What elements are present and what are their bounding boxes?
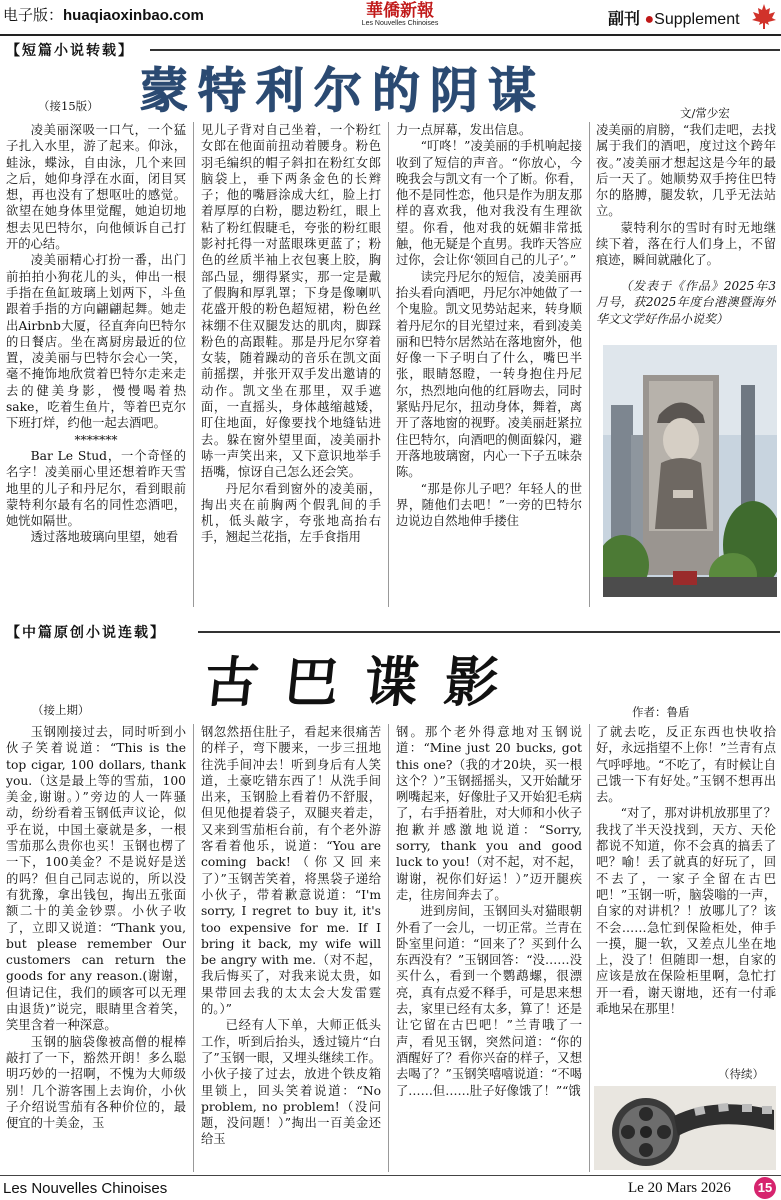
story1-column-3	[396, 122, 582, 607]
column-divider	[589, 122, 590, 607]
edition-label: 电子版：	[3, 7, 64, 24]
paragraph: 读完丹尼尔的短信，凌美丽再抬头看向酒吧，丹尼尔冲她做了一个鬼脸。凯文见势站起来，转身顺着丹尼尔的目光望过来，看到凌美丽和巴特尔居然站在落地窗外，他好像一下子明白了什么，嘴巴半张，眼睛怒瞪，一转身抱住丹尼尔，热烈地向他的红唇吻去，同时紧贴丹尼尔，扭动身体，舞着，离开了落地窗的视野。凌美丽赶紧拉住巴特尔，向酒吧的侧面躲闪，避开落地玻璃窗，内心一下子五味杂陈。	[396, 269, 582, 480]
to-be-continued: （待续）	[718, 1067, 764, 1081]
paragraph: 透过落地玻璃向里望，她看	[30, 530, 179, 545]
scene-break: *******	[74, 432, 118, 447]
website-link[interactable]: huaqiaoxinbao.com	[63, 7, 204, 24]
paragraph: 凌美丽精心打扮一番，出门前拍拍小狗花儿的头，伸出一根手指在鱼缸玻璃上划两下，斗鱼跟着手指的方向翩翩起舞。她走出Airbnb大厦，径直奔向巴特尔的日餐店。坐在离厨房最近的位置，凌美丽与巴特尔会心一笑，毫不掩饰地欣赏着巴特尔走来走去的健美身影，慢慢喝着热sake，吃着生鱼片，等着巴克尔下班打烊，约他一起去酒吧。	[6, 253, 186, 431]
paragraph: 凌美丽的肩膀，“我们走吧，去找属于我们的酒吧，度过这个跨年夜。”凌美丽才想起这是今年的最后一天了。她顺势双手挎住巴特尔的胳膊，腿发软，几乎无法站立。	[596, 123, 776, 219]
column-divider	[193, 122, 194, 607]
footer-date: Le 20 Mars 2026	[628, 1180, 731, 1196]
film-reel-image	[594, 1086, 776, 1170]
paragraph: 见儿子背对自己坐着，一个粉红女郎在他面前扭动着腰身。粉色羽毛编织的帽子斜扣在粉红女郎脑袋上，垂下两条金色的长辫子；他的嘴唇涂成大红，脸上打着厚厚的白粉，腮边粉红，眼上粘了粉红假睫毛，夸张的粉红眼影衬托得一对蓝眼珠更蓝了；粉色的丝质半袖上衣包裹上胶，胸部凸显，绷得紧实，那一定是戴了假胸和厚乳罩；下身是像喇叭花盛开般的粉色超短裙，粉色丝袜绷不住双腿发达的肌肉，脚踩粉色的高跟鞋。那是丹尼尔穿着女装，随着躁动的音乐在凯文面前摇摆，并张开双手发出邀请的动作。凯文坐在那里，双手遮面，一直摇头，身体越缩越矮，盯住地面，好像要找个地缝钻进去。躲在窗外望里面，凌美丽扑哧一声笑出来，又下意识地举手捂嘴，惊讶自己怎么还会笑。	[201, 123, 381, 480]
paragraph: 玉钢刚接过去，同时听到小伙子笑着说道：“This is the top cigar, 100 dollars, thank you.（这是最上等的雪茄，100美金,谢谢。）”旁边的人一阵骚动，纷纷看着玉钢低声议论，似乎在说，中国土豪就是多，一根雪茄那么贵你也买！玉钢也楞了一下，100美金？不是说好是送的吗？但自己同志说的，所以没有犹豫，拿出钱包，掏出五张面额二十的美金钞票。小伙子收了，立即又说道：“Thank you, but please remember Our customers can return the goods for any reason.(谢谢，但请记住，我们的顾客可以无理由退货)”说完，眼睛里含着笑，笑里含着一种深意。	[6, 725, 186, 1033]
paragraph: 已经有人下单，大师正低头工作，听到后抬头，透过镜片“白了”玉钢一眼，又埋头继续工作。小伙子接了过去，放进个铁皮箱里锁上，回头笑着说道：“No problem, no problem!（没问题，没问题！）”掏出一百美金还给玉	[201, 1018, 381, 1147]
section-heading	[608, 6, 740, 29]
note-text: （发表于《作品》2025年3月号，获2025年度台港澳暨海外华文文学好作品小说奖）	[596, 279, 776, 326]
story1-title: 蒙特利尔的阴谋	[140, 63, 547, 119]
paragraph: 凌美丽深吸一口气，一个猛子扎入水里，游了起来。仰泳，蛙泳，蝶泳，自由泳，几个来回之后，她仰身浮在水面，闭目冥想，再也没有了想呕吐的感觉。欲望在她身体里觉醒，她迫切地想去见巴特尔，向他倾诉自己打开的心结。	[6, 123, 186, 252]
maple-leaf-icon	[750, 2, 778, 30]
story2-title: 古巴谍影	[201, 650, 528, 714]
bullet-icon: ●	[644, 11, 655, 28]
paragraph: 力一点屏幕，发出信息。	[396, 123, 532, 137]
column-divider	[388, 122, 389, 607]
publication-note	[596, 278, 776, 338]
story2-continued: （接上期）	[32, 703, 90, 717]
story2-column-2	[201, 724, 381, 1172]
paragraph: 玉钢的脑袋像被高僧的棍棒敲打了一下，豁然开朗！多么聪明巧妙的一招啊，不愧为大师级别！几个游客围上去询价，小伙子介绍说雪茄有各种价位的，最便宜的十美金，玉	[6, 1034, 186, 1131]
story1-column-4	[596, 122, 776, 277]
page-number-badge: 15	[754, 1177, 776, 1199]
story1-continued: （接15版）	[38, 99, 99, 113]
paragraph: 钢。那个老外得意地对玉钢说道：“Mine just 20 bucks, got this one?（我的才20块，买一根这个？）”玉钢摇摇头，又开始龇牙咧嘴起来，好像肚子又开始犯毛病了，右手捂着肚，对大师和小伙子抱歉并感激地说道：“Sorry, sorry, thank you and good luck to you!（对不起，对不起，谢谢，祝你们好运！）”迈开腿疾走，往房间奔去了。	[396, 725, 582, 902]
section-divider	[198, 631, 780, 633]
logo-chinese: 華僑新報	[366, 1, 434, 21]
story1-column-2	[201, 122, 381, 607]
footer-paper-name: Les Nouvelles Chinoises	[3, 1180, 168, 1197]
logo-french: Les Nouvelles Chinoises	[361, 20, 439, 27]
section-chinese: 副刊	[608, 9, 641, 28]
paragraph: “叮咚！”凌美丽的手机响起接收到了短信的声音。“你放心，今晚我会与凯文有一个了断。你看，他不是同性恋，他只是作为朋友那样的喜欢我，他对我没有生理欲望。你看，他对我的妩媚非常抵触，他无疑是个直男。我昨天答应过你，会让你‘领回自己的儿子’。”	[396, 139, 582, 268]
section-divider	[150, 49, 780, 51]
paragraph: 丹尼尔看到窗外的凌美丽，掏出夹在前胸两个假乳间的手机，低头敲字，夸张地高抬右手，翘起兰花指，左手食指用	[201, 481, 381, 545]
story2-column-1	[6, 724, 186, 1172]
story2-column-3	[396, 724, 582, 1172]
paragraph: “那是你儿子吧？年轻人的世界，随他们去吧！”一旁的巴特尔边说边自然地伸手搂住	[396, 481, 582, 529]
paragraph: 蒙特利尔的雪时有时无地继续下着，落在行人们身上，不留痕迹，瞬间就融化了。	[596, 220, 776, 268]
column-divider	[388, 724, 389, 1172]
story1-author: 文/常少宏	[680, 106, 730, 120]
website-label	[3, 4, 204, 25]
paragraph: 钢忽然捂住肚子，看起来很痛苦的样子，弯下腰来，一步三扭地往洗手间冲去！听到身后有人笑道，土豪吃错东西了！从洗手间出来，玉钢脸上看着仍不舒服，但见他提着袋子，双腿夹着走，又来到雪茄柜台前，有个老外游客看着他乐，说道：“You are coming back!（你又回来了）”玉钢苦笑着，将黑袋子递给小伙子，带着歉意说道：“I'm sorry, I regret to buy it, it's too expensive for me. If I bring it back, my wife will be angry with me.（对不起，我后悔买了，对我来说太贵，如果带回去我的太太会大发雷霆的。）”	[201, 725, 381, 1017]
header-divider	[0, 34, 781, 36]
paragraph: 进到房间，玉钢回头对猫眼朝外看了一会儿，一切正常。兰青在卧室里问道：“回来了？买到什么东西没有？”玉钢回答：“没……没买什么，看到一个鹦鹉螺，很漂亮，真有点爱不释手，可是思来想去，家里已经有太多，算了！还是让它留在古巴吧！”兰青哦了一声，看见玉钢，突然问道：“你的酒醒好了？看你兴奋的样子，又想去喝了？”玉钢笑嘻嘻说道：“不喝了……但……肚子好像饿了！”“饿	[396, 904, 582, 1098]
page-header	[0, 0, 781, 36]
paragraph: “对了，那对讲机放那里了？我找了半天没找到，天方、天伦都说不知道，你不会真的搞丢了吧？喻！丢了就真的好玩了，回不去了，一家子全留在古巴吧！”玉钢一听，脑袋嗡的一声，自家的对讲机？！放哪儿了？该不会……急忙到保险柜处，伸手一摸，腿一软，又差点儿坐在地上，没了！但随即一想，自家的应该是放在保险柜里啊，急忙打开一看，谢天谢地，还有一付乖乖地呆在那里！	[596, 806, 776, 1017]
paragraph: 了就去吃，反正东西也快收拾好，永远指望不上你！”兰青有点气呼呼地。“不吃了，有时候让自己饿一下有好处。”玉钢不想再出去。	[596, 725, 776, 805]
footer-divider	[0, 1175, 781, 1176]
story2-column-4	[596, 724, 776, 1064]
column-divider	[193, 724, 194, 1172]
story1-section-label: 【短篇小说转载】	[6, 43, 134, 59]
montreal-mural-photo	[603, 345, 777, 597]
story2-section-label: 【中篇原创小说连载】	[6, 625, 166, 641]
section-english: Supplement	[654, 11, 740, 28]
story2-author: 作者：鲁盾	[632, 705, 690, 719]
paragraph: Bar Le Stud，一个奇怪的名字！凌美丽心里还想着昨天雪地里的儿子和丹尼尔，看到眼前蒙特利尔最有名的同性恋酒吧，她恍如隔世。	[6, 448, 186, 529]
column-divider	[589, 724, 590, 1172]
newspaper-logo	[325, 2, 475, 32]
story1-column-1	[6, 122, 186, 607]
